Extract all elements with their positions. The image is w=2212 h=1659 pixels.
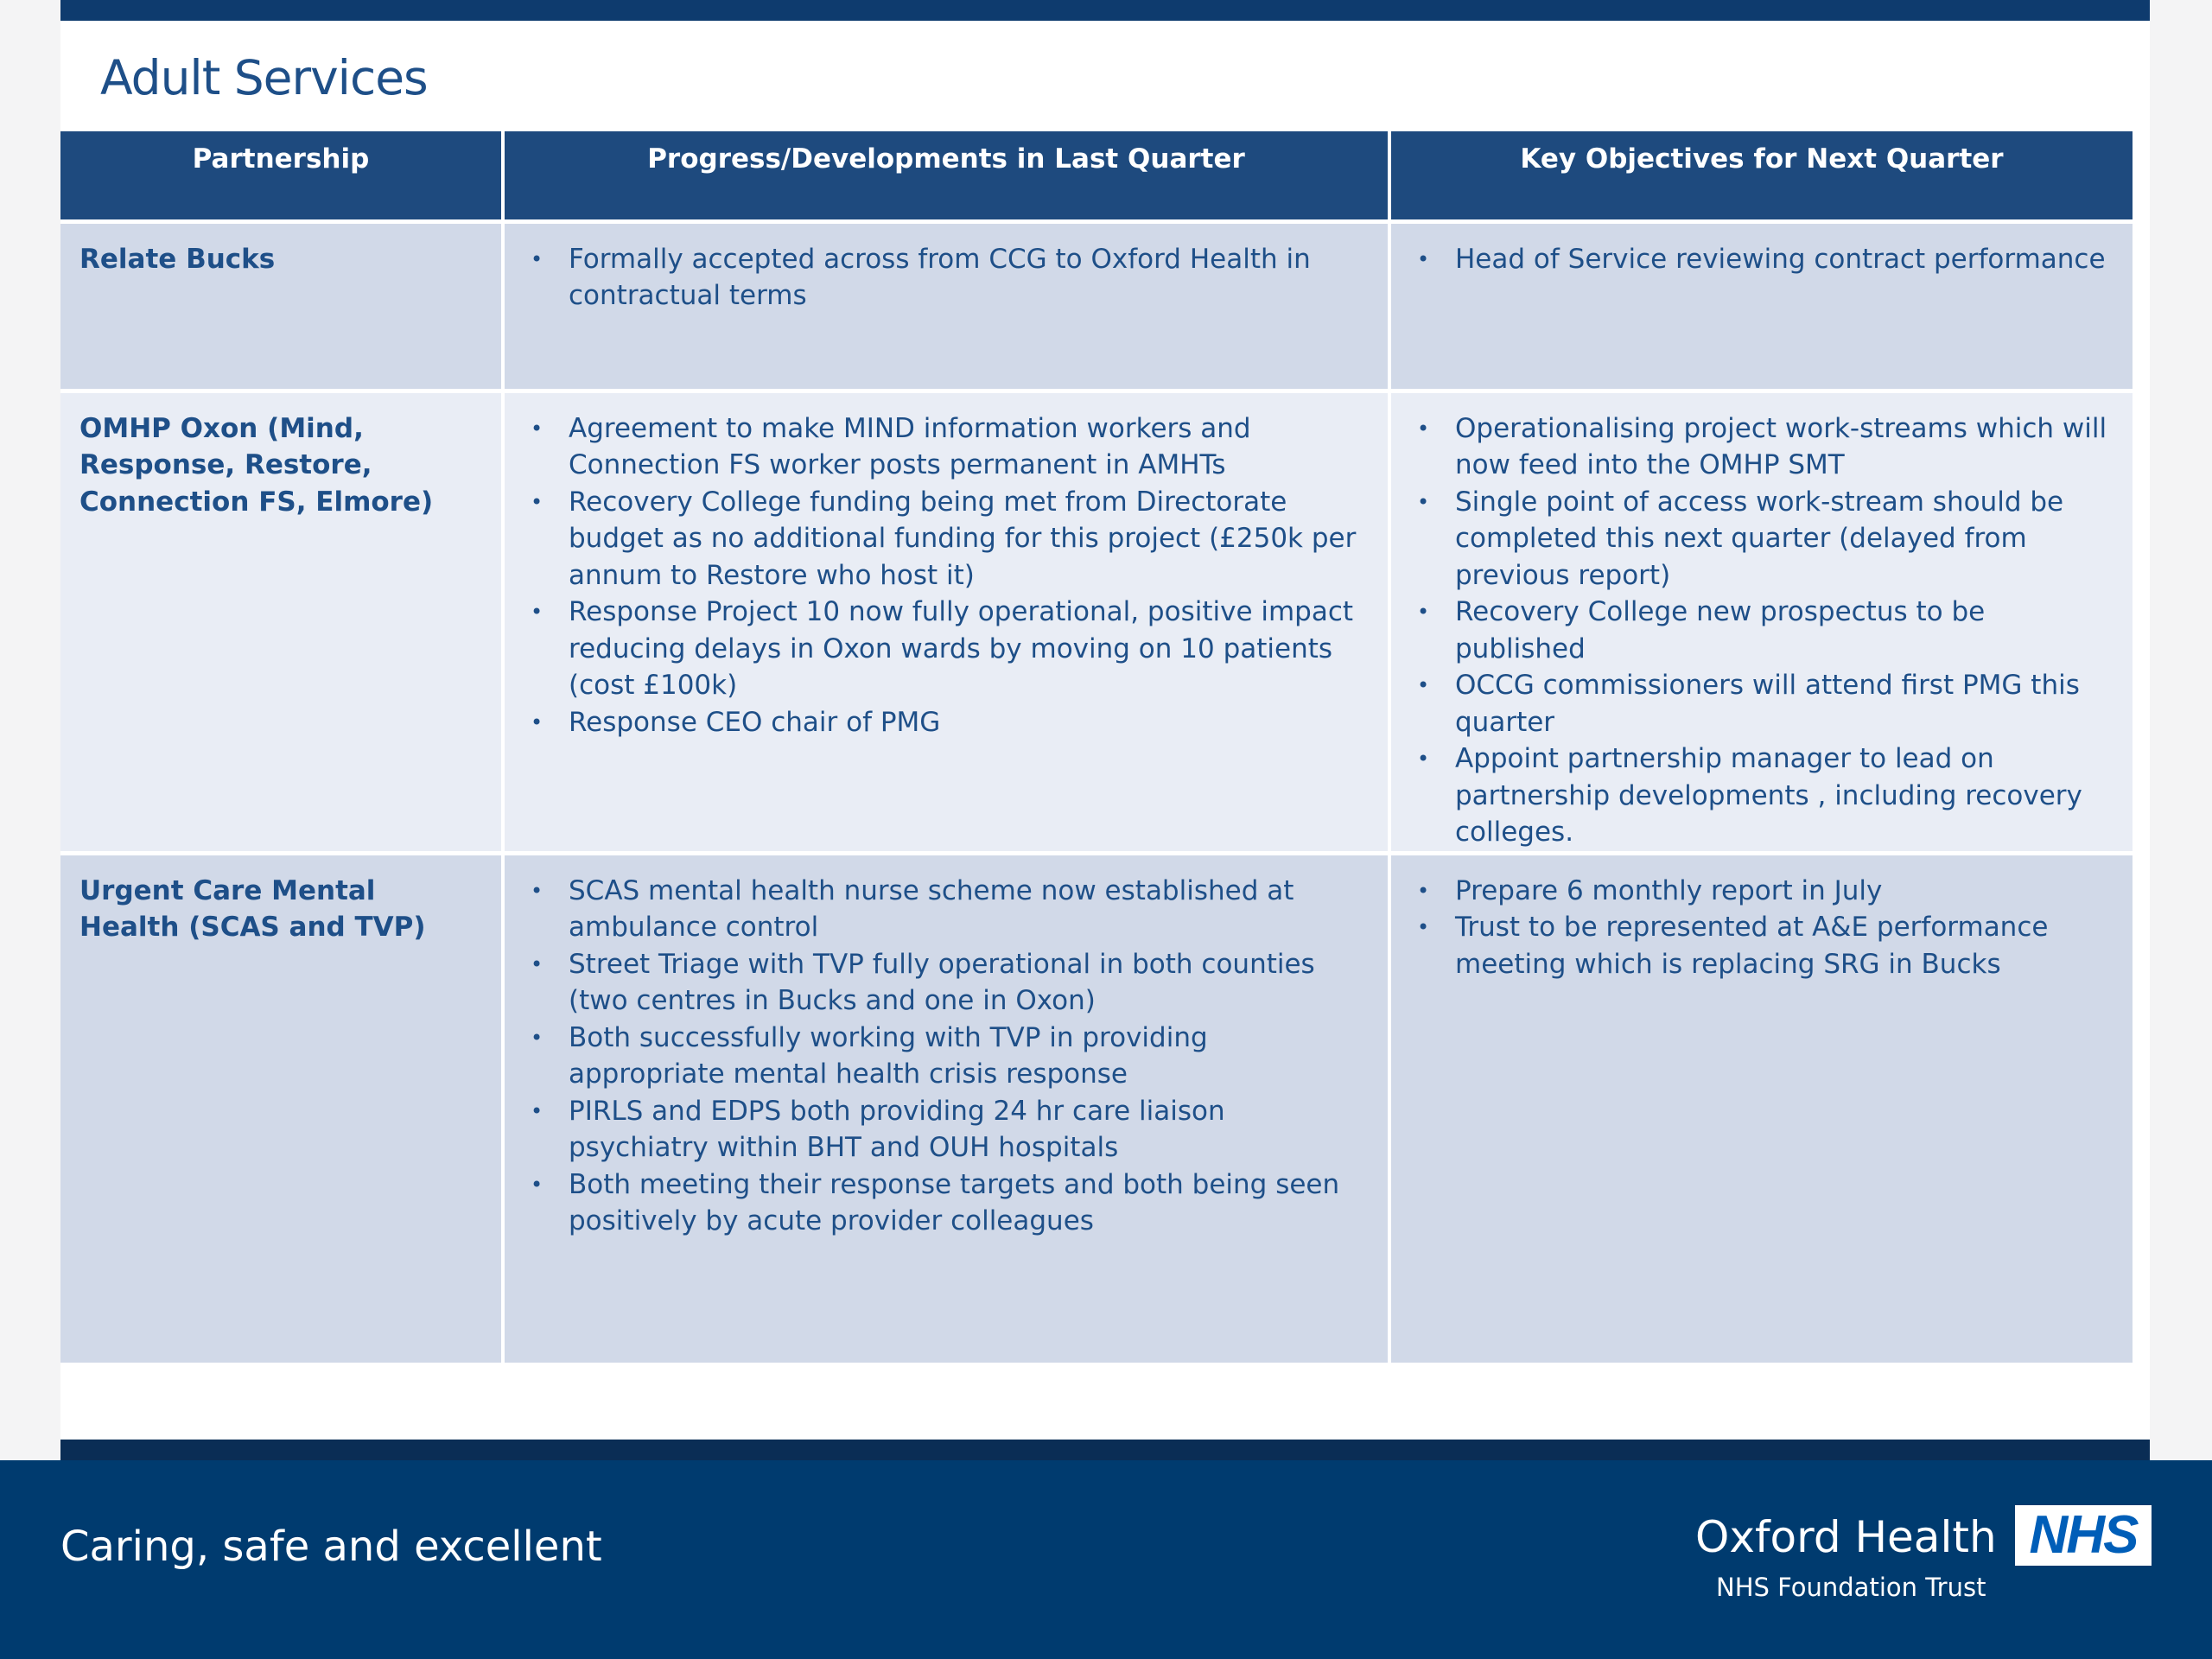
objectives-list [1410,410,2113,851]
partnership-table [60,131,2133,1367]
page-title: Adult Services [100,50,428,105]
table-header-row [60,131,2133,221]
list-item: • Head of Service reviewing contract performance [1410,241,2113,278]
org-name: Oxford Health [1695,1512,1997,1562]
table-row [60,391,2133,853]
list-item: • Both meeting their response targets and both being seen positively by acute provider colleagues [524,1166,1369,1240]
list-item: • Appoint partnership manager to lead on partnership developments , including recovery colleges. [1410,741,2113,851]
header-objectives: Key Objectives for Next Quarter [1389,131,2133,221]
nhs-logo [2015,1505,2152,1566]
progress-cell [503,391,1389,853]
list-item: • OCCG commissioners will attend first PMG this quarter [1410,667,2113,741]
list-item: • Agreement to make MIND information workers and Connection FS worker posts permanent in AMHTs [524,410,1369,484]
header-partnership: Partnership [60,131,503,221]
progress-list [524,410,1369,741]
list-item: • PIRLS and EDPS both providing 24 hr care liaison psychiatry within BHT and OUH hospitals [524,1093,1369,1166]
list-item: • Both successfully working with TVP in providing appropriate mental health crisis response [524,1020,1369,1093]
objectives-cell [1389,391,2133,853]
objectives-cell [1389,853,2133,1364]
footer-tagline: Caring, safe and excellent [60,1522,602,1571]
partnership-cell [60,391,503,853]
partnership-cell [60,853,503,1364]
partnership-name: Relate Bucks [79,243,276,275]
list-item: • Recovery College new prospectus to be published [1410,594,2113,667]
list-item: • Recovery College funding being met from Directorate budget as no additional funding for this project (£250k per annum to Restore who host it) [524,484,1369,594]
objectives-list [1410,873,2113,983]
list-item: • Response CEO chair of PMG [524,704,1369,741]
progress-cell [503,221,1389,391]
list-item: • Formally accepted across from CCG to Oxford Health in contractual terms [524,241,1369,315]
table-row [60,853,2133,1364]
progress-list [524,873,1369,1240]
list-item: • Operationalising project work-streams which will now feed into the OMHP SMT [1410,410,2113,484]
list-item: • Street Triage with TVP fully operational in both counties (two centres in Bucks and one in Oxon) [524,946,1369,1020]
top-accent-bar [60,0,2150,21]
table-row [60,221,2133,391]
objectives-cell [1389,221,2133,391]
list-item: • Response Project 10 now fully operational, positive impact reducing delays in Oxon wards by moving on 10 patients (cost £100k) [524,594,1369,704]
progress-cell [503,853,1389,1364]
org-subtitle: NHS Foundation Trust [1716,1573,1986,1602]
slide [60,0,2150,1460]
list-item: • Trust to be represented at A&E performance meeting which is replacing SRG in Bucks [1410,909,2113,982]
list-item: • Prepare 6 monthly report in July [1410,873,2113,910]
partnership-name: Urgent Care Mental Health (SCAS and TVP) [79,874,426,943]
objectives-list [1410,241,2113,278]
list-item: • Single point of access work-stream should be completed this next quarter (delayed from previous report) [1410,484,2113,594]
list-item: • SCAS mental health nurse scheme now established at ambulance control [524,873,1369,946]
progress-list [524,241,1369,315]
partnership-cell [60,221,503,391]
partnership-name: OMHP Oxon (Mind, Response, Restore, Connection FS, Elmore) [79,412,434,518]
nhs-logo-text: NHS [2029,1505,2138,1565]
footer-divider [60,1440,2150,1460]
header-progress: Progress/Developments in Last Quarter [503,131,1389,221]
